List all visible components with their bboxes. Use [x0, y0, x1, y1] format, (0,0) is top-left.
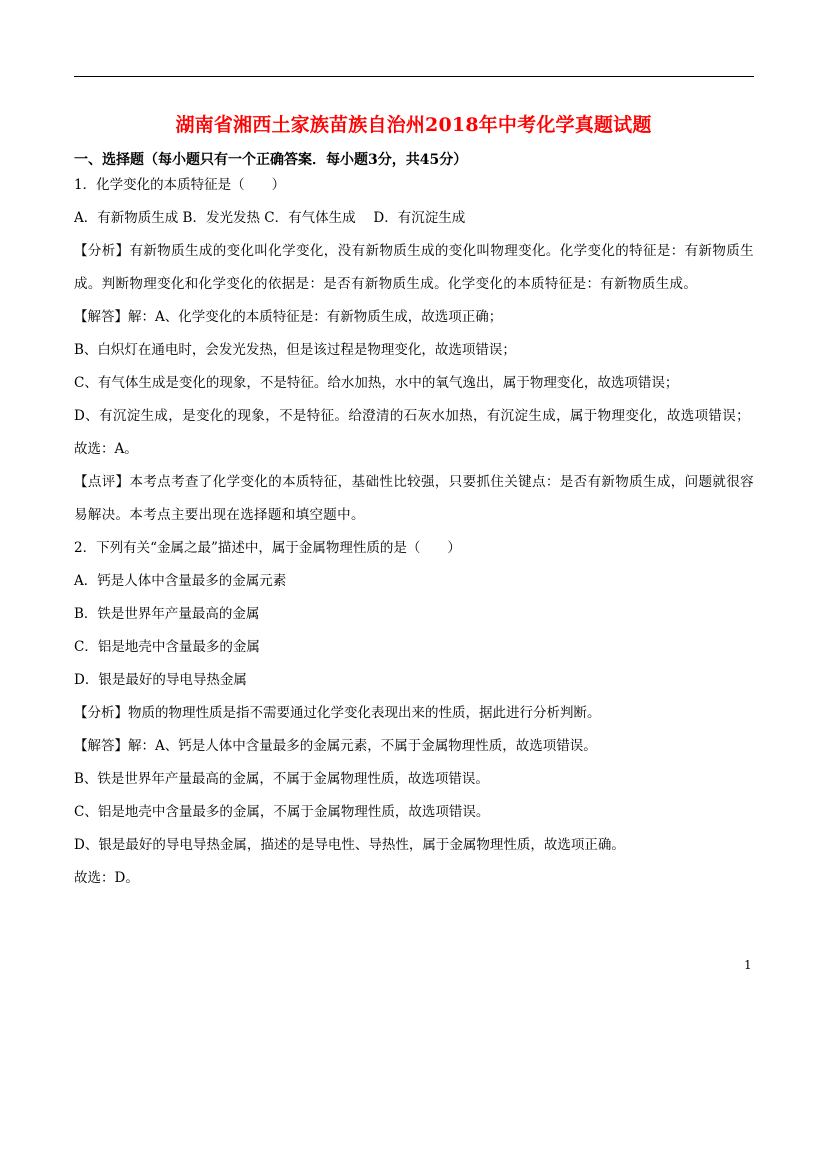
q2-choice: 故选：D。 [74, 870, 139, 886]
document-body [74, 150, 754, 901]
q1-options: A．有新物质生成 B．发光发热 C．有气体生成 D．有沉淀生成 [74, 210, 466, 226]
document-title: 湖南省湘西土家族苗族自治州2018年中考化学真题试题 [175, 114, 652, 136]
q2-option-d: D．银是最好的导电导热金属 [74, 672, 247, 688]
answer-label: 【解答】 [74, 309, 128, 325]
q2-answer-a-text: 解：A、钙是人体中含量最多的金属元素，不属于金属物理性质，故选项错误。 [128, 738, 597, 754]
q1-answer-b: B、白炽灯在通电时，会发光发热，但是该过程是物理变化，故选项错误； [74, 342, 516, 358]
page-number: 1 [744, 958, 752, 972]
q2-answer-a [74, 736, 754, 769]
q1-stem: 1．化学变化的本质特征是（ ） [74, 177, 286, 193]
q2-analysis-text: 物质的物理性质是指不需要通过化学变化表现出来的性质，据此进行分析判断。 [128, 705, 601, 721]
q2-answer-d: D、银是最好的导电导热金属，描述的是导电性、导热性，属于金属物理性质，故选项正确。 [74, 837, 625, 853]
q1-answer-c: C、有气体生成是变化的现象，不是特征。给水加热，水中的氧气逸出，属于物理变化，故选项错误； [74, 375, 679, 391]
section-heading: 一、选择题（每小题只有一个正确答案．每小题3分，共45分） [74, 152, 468, 168]
q2-stem: 2．下列有关“金属之最”描述中，属于金属物理性质的是（ ） [74, 540, 461, 556]
q1-analysis-text: 有新物质生成的变化叫化学变化，没有新物质生成的变化叫物理变化。化学变化的特征是：有新物质生成。判断物理变化和化学变化的依据是：是否有新物质生成。化学变化的本质特征是：有新物质生成。 [74, 243, 754, 292]
q1-analysis [74, 235, 754, 301]
answer-label: 【解答】 [74, 738, 128, 754]
analysis-label: 【分析】 [74, 705, 128, 721]
q1-choice: 故选：A。 [74, 441, 138, 457]
q2-answer-c: C、铝是地壳中含量最多的金属，不属于金属物理性质，故选项错误。 [74, 804, 490, 820]
q1-comment-text: 本考点考查了化学变化的本质特征，基础性比较强，只要抓住关键点：是否有新物质生成，问题就很容易解决。本考点主要出现在选择题和填空题中。 [74, 474, 754, 523]
q1-comment [74, 466, 754, 532]
q2-option-c: C．铝是地壳中含量最多的金属 [74, 639, 260, 655]
q1-answer-a-text: 解：A、化学变化的本质特征是：有新物质生成，故选项正确； [128, 309, 503, 325]
header-rule [74, 76, 754, 77]
q2-analysis [74, 703, 754, 736]
q2-option-a: A．钙是人体中含量最多的金属元素 [74, 573, 287, 589]
q2-answer-b: B、铁是世界年产量最高的金属，不属于金属物理性质，故选项错误。 [74, 771, 489, 787]
q1-answer-d: D、有沉淀生成，是变化的现象，不是特征。给澄清的石灰水加热，有沉淀生成，属于物理变化，故选项错误； [74, 408, 750, 424]
q1-answer-a [74, 307, 754, 340]
q2-option-b: B．铁是世界年产量最高的金属 [74, 606, 260, 622]
comment-label: 【点评】 [74, 474, 130, 490]
analysis-label: 【分析】 [74, 243, 130, 259]
